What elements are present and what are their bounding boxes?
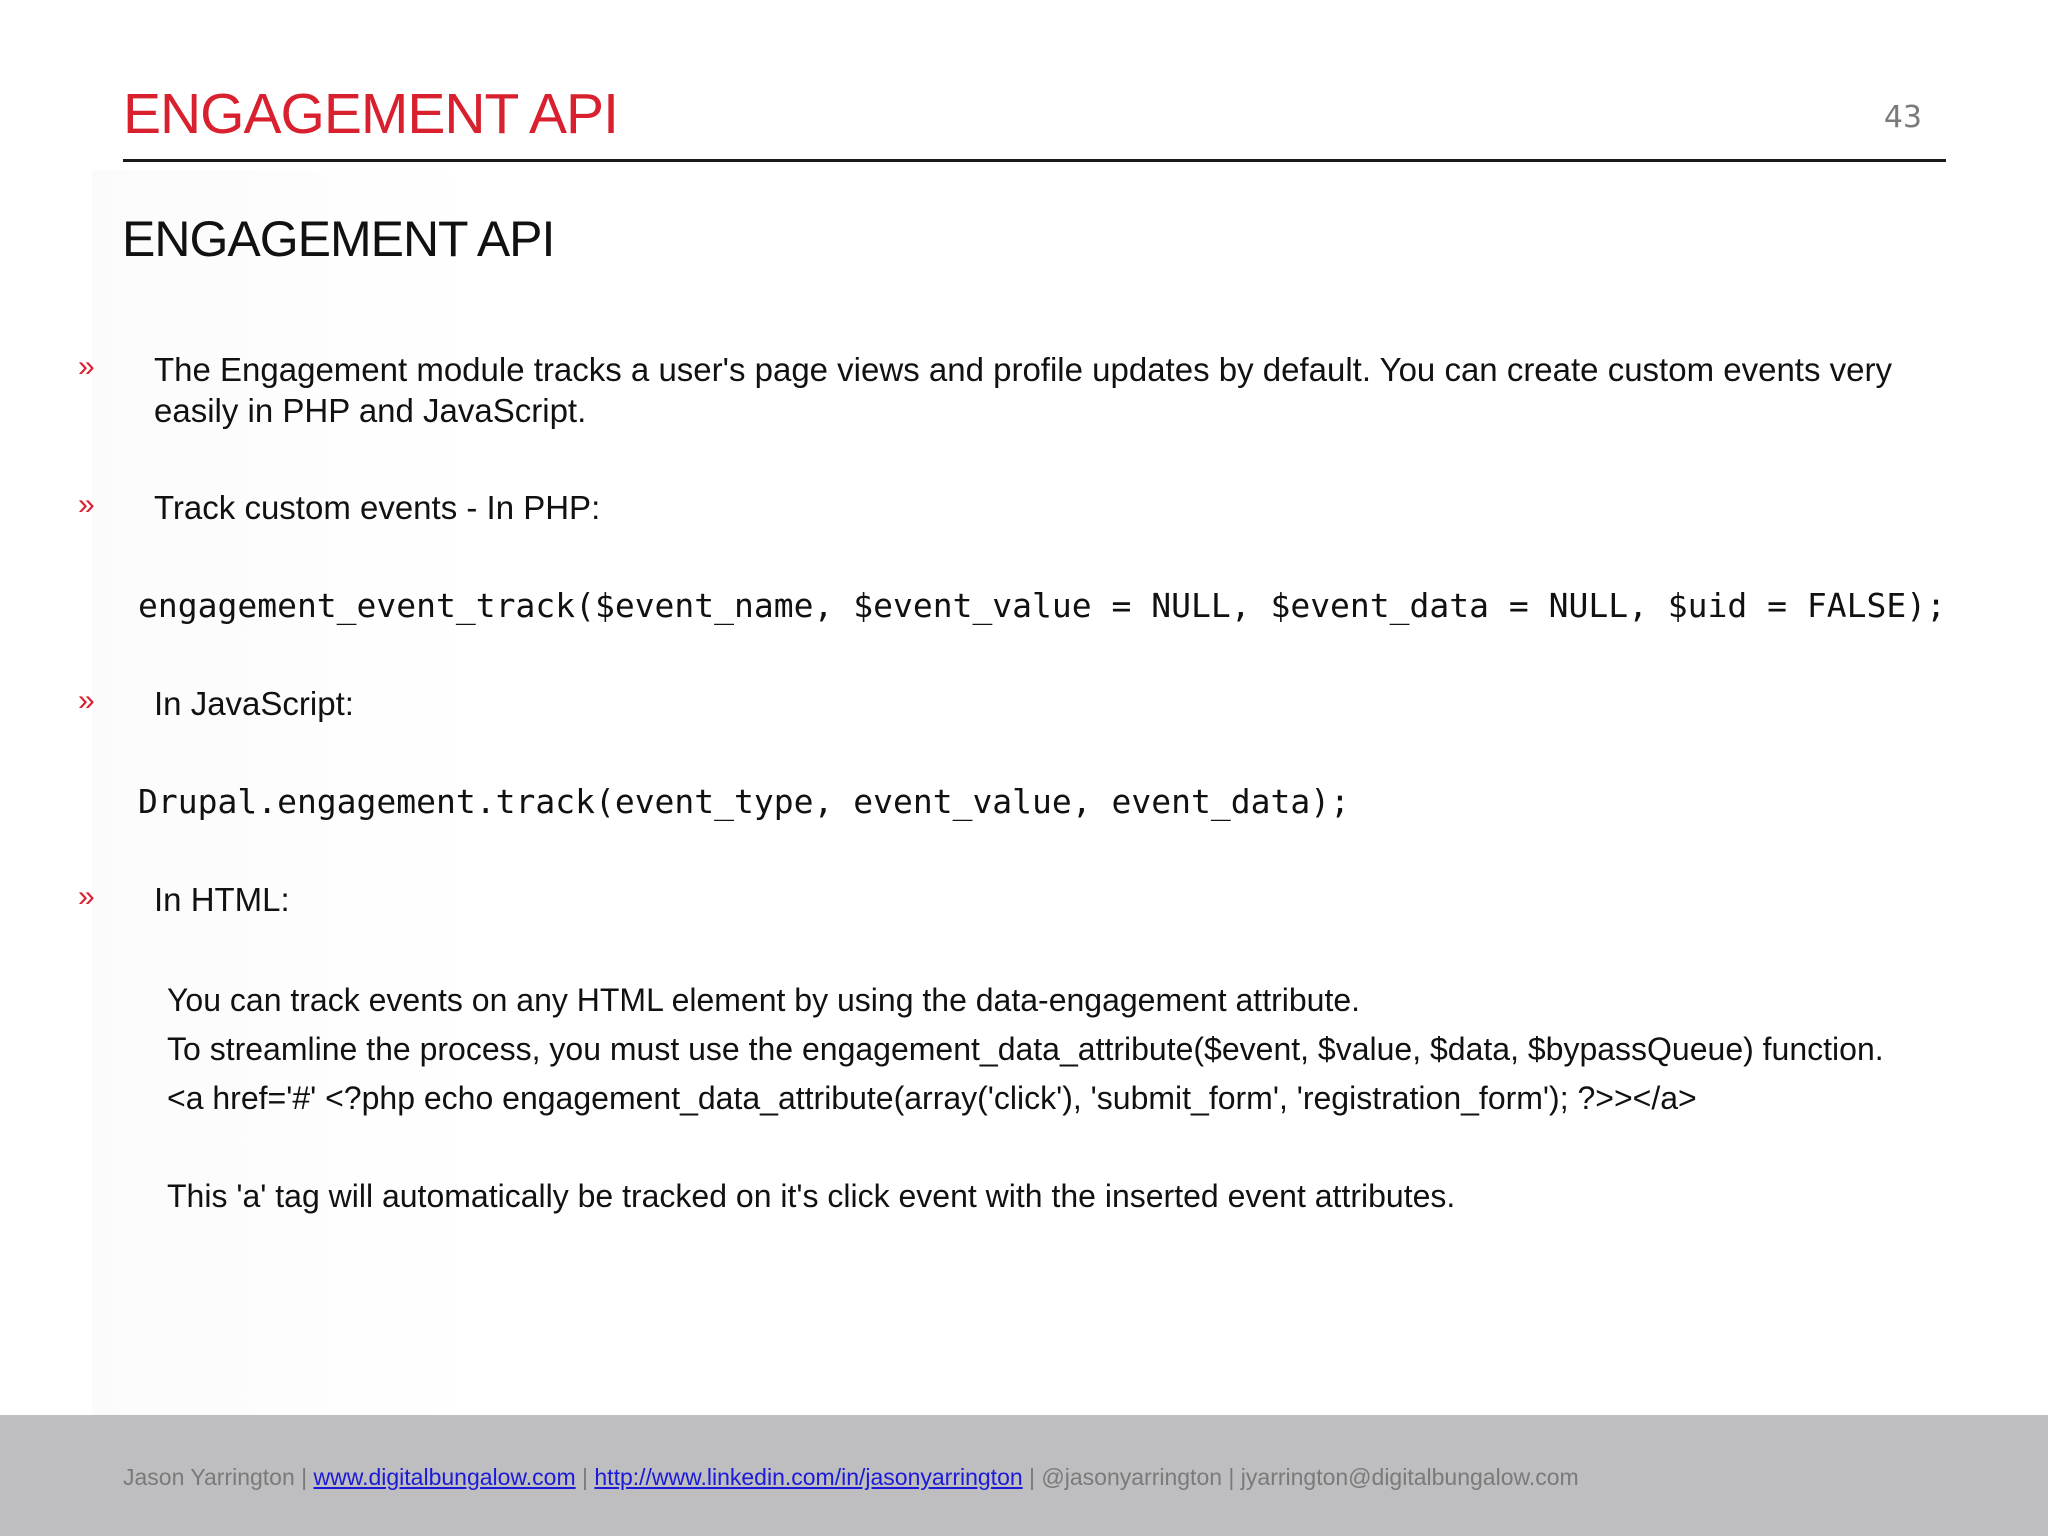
code-php: engagement_event_track($event_name, $event_value = NULL, $event_data = NULL, $uid = FALSE); [138, 586, 1946, 625]
html-note-2: To streamline the process, you must use the engagement_data_attribute($event, $value, $data, $bypassQueue) function. [167, 1031, 1884, 1067]
bullet-text-intro-line-1: The Engagement module tracks a user's page views and profile updates by default. You can create custom events very [154, 351, 1892, 388]
footer-website-link[interactable]: www.digitalbungalow.com [313, 1464, 576, 1490]
html-note-4: This 'a' tag will automatically be tracked on it's click event with the inserted event attributes. [167, 1178, 1456, 1214]
footer-linkedin-link[interactable]: http://www.linkedin.com/in/jasonyarrington [594, 1464, 1023, 1490]
bullet-text-html: In HTML: [154, 881, 290, 918]
code-javascript: Drupal.engagement.track(event_type, event_value, event_data); [138, 782, 1350, 821]
footer-twitter: @jasonyarrington [1041, 1464, 1223, 1490]
footer-email: jyarrington@digitalbungalow.com [1240, 1464, 1579, 1490]
bullet-marker: » [78, 684, 95, 717]
bullet-text-javascript: In JavaScript: [154, 685, 354, 722]
footer-separator: | [1222, 1464, 1241, 1490]
footer-separator: | [294, 1464, 314, 1490]
footer-separator: | [575, 1464, 595, 1490]
html-note-1: You can track events on any HTML element by using the data-engagement attribute. [167, 982, 1361, 1018]
bullet-text-php: Track custom events - In PHP: [154, 489, 601, 526]
bullet-marker: » [78, 488, 95, 521]
slide-number: 43 [1883, 100, 1922, 135]
bullet-marker: » [78, 880, 95, 913]
section-title: ENGAGEMENT API [122, 211, 555, 267]
footer-contact [123, 1462, 1579, 1492]
header-divider [123, 159, 1946, 162]
footer-separator: | [1022, 1464, 1042, 1490]
bullet-text-intro-line-2: easily in PHP and JavaScript. [154, 392, 587, 429]
bullet-marker: » [78, 350, 95, 383]
html-note-3: <a href='#' <?php echo engagement_data_attribute(array('click'), 'submit_form', 'registration_form'); ?>></a> [167, 1080, 1697, 1116]
header-title: ENGAGEMENT API [123, 82, 618, 146]
footer-name: Jason Yarrington [123, 1464, 295, 1490]
